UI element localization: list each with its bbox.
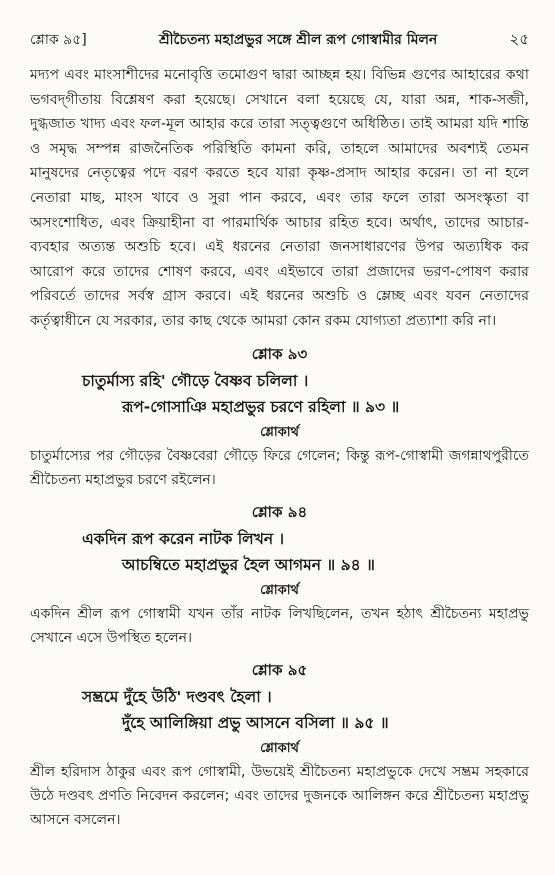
header-chapter-title: শ্রীচৈতন্য মহাপ্রভুর সঙ্গে শ্রীল রূপ গোস্বামীর মিলন xyxy=(158,32,438,48)
verse-block xyxy=(30,500,529,650)
translation-text: চাতুর্মাস্যের পর গৌড়ের বৈষ্ণবেরা গৌড়ে ফিরে গেলেন; কিন্তু রূপ-গোস্বামী জগন্নাথপুরীতে শ্রীচৈতন্য মহাপ্রভুর চরণে রইলেন। xyxy=(30,447,529,488)
translation-heading: শ্লোকার্থ xyxy=(260,424,299,440)
verse-line-2: আচম্বিতে মহাপ্রভুর হৈল আগমন ॥ ৯৪ ॥ xyxy=(122,555,375,574)
verse-line-1: সম্ভ্রমে দুঁহে উঠি' দণ্ডবৎ হৈলা । xyxy=(82,687,272,706)
verse-line-1: চাতুর্মাস্য রহি' গৌড়ে বৈষ্ণব চলিলা । xyxy=(82,371,309,390)
translation-heading: শ্লোকার্থ xyxy=(260,740,299,756)
verse-number: শ্লোক ৯৫ xyxy=(251,660,308,679)
purport-paragraph: মদ্যপ এবং মাংসাশীদের মনোবৃত্তি তমোগুণ দ্বারা আচ্ছন্ন হয়। বিভিন্ন গুণের আহারের কথা ভগবদ্‌গীতায় বিশ্লেষণ করা হয়েছে। সেখানে বলা হয়েছে যে, যারা অন্ন, শাক-সব্জী, দুগ্ধজাত খাদ্য এবং ফল-মূল আহার করে তারা সত্ত্বগুণে অধিষ্ঠিত। তাই আমরা যদি শান্তি ও সমৃদ্ধ সম্পন্ন রাজনৈতিক পরিস্থিতি কামনা করি, তাহলে আমাদের অবশ্যই তেমন মানুষদের নেতৃত্বের পদে বরণ করতে হবে যারা কৃষ্ণ-প্রসাদ আহার করেন। তা না হলে নেতারা মাছ, মাংস খাবে ও সুরা পান করবে, এবং তার ফলে তারা অসংস্কৃতা বা অসংশোধিত, এবং ক্রিয়াহীনা বা পারমার্থিক আচার রহিত হবে। অর্থাৎ, তাদের আচার-ব্যবহার অত্যন্ত অশুচি হবে। এই ধরনের নেতারা জনসাধারণের উপর অত্যধিক কর আরোপ করে তাদের শোষণ করবে, এবং এইভাবে তারা প্রজাদের ভরণ-পোষণ করার পরিবর্তে তাদের সর্বস্ব গ্রাস করবে। এই ধরনের অশুচি ও ম্লেচ্ছ এবং যবন নেতাদের কর্তৃত্বাধীনে যে সরকার, তার কাছ থেকে আমরা কোন রকম যোগ্যতা প্রত্যাশা করি না। xyxy=(30,67,529,329)
page-number: ২৫ xyxy=(509,30,529,48)
running-header xyxy=(30,28,529,53)
translation-text: একদিন শ্রীল রূপ গোস্বামী যখন তাঁর নাটক লিখছিলেন, তখন হঠাৎ শ্রীচৈতন্য মহাপ্রভু সেখানে এসে উপস্থিত হলেন। xyxy=(30,605,529,646)
verse-number: শ্লোক ৯৪ xyxy=(251,502,308,521)
header-verse-ref: শ্লোক ৯৫] xyxy=(30,32,87,48)
verse-block xyxy=(30,658,529,832)
verse-text xyxy=(30,684,529,736)
verse-line-2: রূপ-গোসাঞি মহাপ্রভুর চরণে রহিলা ॥ ৯৩ ॥ xyxy=(122,397,400,416)
verse-text xyxy=(30,526,529,578)
verse-line-1: একদিন রূপ করেন নাটক লিখন । xyxy=(82,529,285,548)
verse-number: শ্লোক ৯৩ xyxy=(251,344,308,363)
translation-text: শ্রীল হরিদাস ঠাকুর এবং রূপ গোস্বামী, উভয়েই শ্রীচৈতন্য মহাপ্রভুকে দেখে সম্ভ্রম সহকারে উঠে দণ্ডবৎ প্রণতি নিবেদন করলেন; এবং তাদের দুজনকে আলিঙ্গন করে শ্রীচৈতন্য মহাপ্রভু আসনে বসলেন। xyxy=(30,763,529,828)
translation-heading: শ্লোকার্থ xyxy=(260,582,299,598)
verse-block xyxy=(30,342,529,492)
verse-line-2: দুঁহে আলিঙ্গিয়া প্রভু আসনে বসিলা ॥ ৯৫ ॥ xyxy=(122,713,389,732)
verse-text xyxy=(30,368,529,420)
